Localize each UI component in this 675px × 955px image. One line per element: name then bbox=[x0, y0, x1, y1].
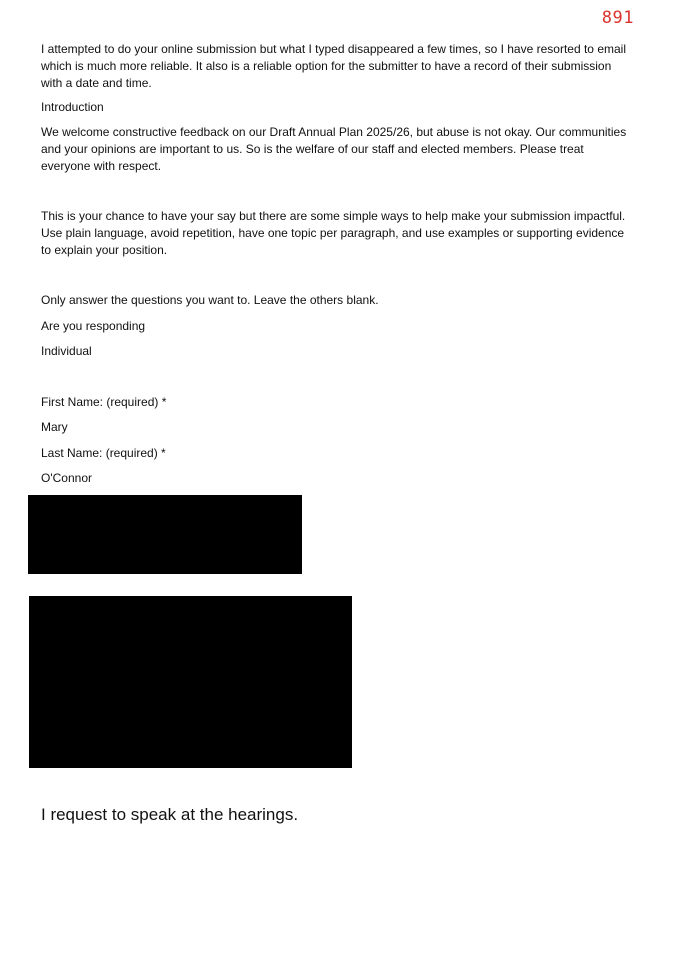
introduction-heading: Introduction bbox=[41, 100, 104, 114]
last-name-value: O'Connor bbox=[41, 471, 92, 485]
speak-request-text: I request to speak at the hearings. bbox=[41, 805, 299, 824]
redaction-block bbox=[29, 596, 352, 768]
first-name-value: Mary bbox=[41, 420, 68, 434]
redaction-block bbox=[28, 495, 302, 574]
page-number: 891 bbox=[601, 8, 634, 28]
chance-paragraph: This is your chance to have your say but there are some simple ways to help make your submission impactful. Use plain language, avoid repetition, have one topic per paragraph, and use examples or supporting evidence to explain your position. bbox=[41, 209, 626, 257]
welcome-paragraph: We welcome constructive feedback on our Draft Annual Plan 2025/26, but abuse is not okay. Our communities and your opinions are important to us. So is the welfare of our staff and elected members. Please treat everyone with respect. bbox=[41, 125, 627, 173]
last-name-label: Last Name: (required) * bbox=[41, 446, 166, 460]
responding-value: Individual bbox=[41, 344, 92, 358]
first-name-label: First Name: (required) * bbox=[41, 395, 167, 409]
document-body bbox=[41, 41, 635, 485]
only-answer-paragraph: Only answer the questions you want to. Leave the others blank. bbox=[41, 293, 379, 307]
intro-paragraph: I attempted to do your online submission but what I typed disappeared a few times, so I have resorted to email which is much more reliable. It also is a reliable option for the submitter to have a record of their submission with a date and time. bbox=[41, 42, 626, 90]
responding-label: Are you responding bbox=[41, 319, 146, 333]
